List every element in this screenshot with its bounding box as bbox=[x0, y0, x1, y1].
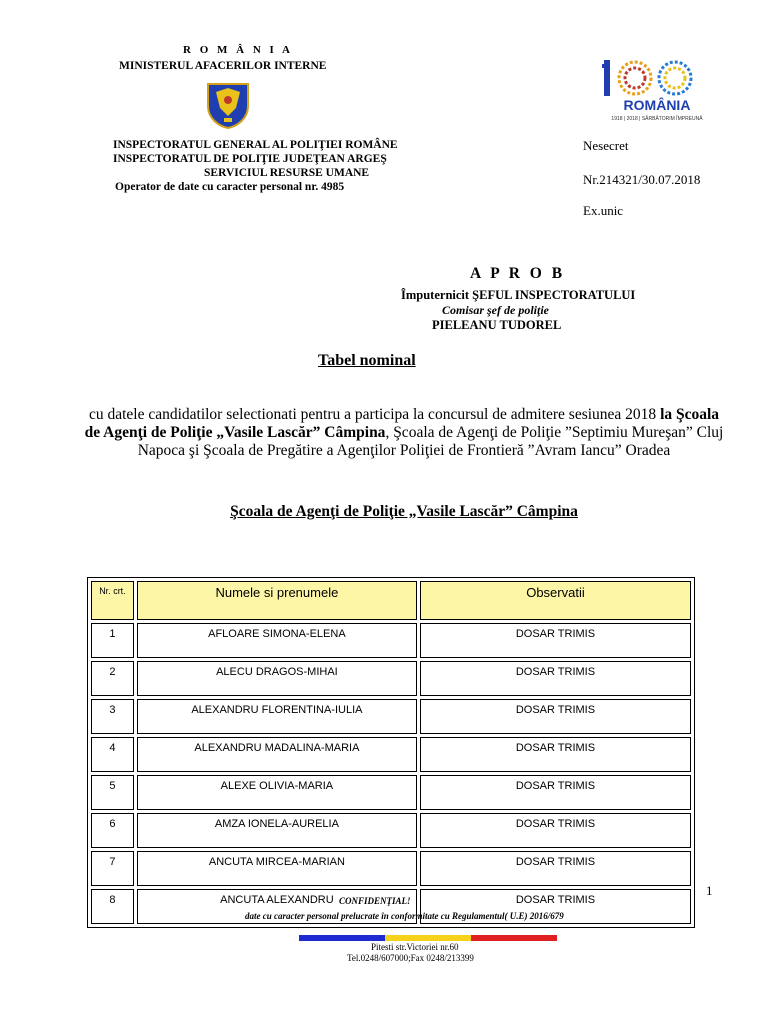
school-heading: Şcoala de Agenţi de Poliţie „Vasile Lascăr” Câmpina bbox=[230, 503, 578, 520]
tricolor-bar bbox=[299, 935, 557, 941]
logo-tagline: 1918 | 2018 | SĂRBĂTORIM ÎMPREUNĂ bbox=[611, 116, 703, 122]
cell-observations: DOSAR TRIMIS bbox=[420, 699, 691, 734]
cell-nr: 6 bbox=[91, 813, 134, 848]
intro-text-rest: , Şcoala de Agenţi de Poliţie ”Septimiu Mureşan” Cluj Napoca şi Şcoala de Pregătire a Agenţilor Poliţiei de Frontieră ”Avram Iancu” Oradea bbox=[137, 424, 724, 459]
page-number: 1 bbox=[706, 883, 713, 898]
footer-address: Pitesti str.Victoriei nr.60 bbox=[371, 942, 459, 952]
cell-observations: DOSAR TRIMIS bbox=[420, 737, 691, 772]
confidential-label: CONFIDENŢIAL! bbox=[339, 896, 411, 906]
table-row bbox=[91, 699, 691, 734]
classification: Nesecret bbox=[583, 138, 629, 153]
cell-nr: 2 bbox=[91, 661, 134, 696]
cell-observations: DOSAR TRIMIS bbox=[420, 813, 691, 848]
flag-blue bbox=[299, 935, 385, 941]
table-row bbox=[91, 775, 691, 810]
header-observations: Observatii bbox=[420, 581, 691, 620]
cell-name: ANCUTA MIRCEA-MARIAN bbox=[137, 851, 417, 886]
institution-line: INSPECTORATUL DE POLIŢIE JUDEŢEAN ARGEŞ bbox=[113, 153, 387, 165]
cell-name: ALEXANDRU MADALINA-MARIA bbox=[137, 737, 417, 772]
institution-line: Operator de date cu caracter personal nr. 4985 bbox=[115, 181, 345, 193]
cell-observations: DOSAR TRIMIS bbox=[420, 623, 691, 658]
registration-number: Nr.214321/30.07.2018 bbox=[583, 172, 701, 187]
cell-nr: 8 bbox=[91, 889, 134, 924]
flag-red bbox=[471, 935, 557, 941]
cell-name: AFLOARE SIMONA-ELENA bbox=[137, 623, 417, 658]
table-header-row bbox=[91, 581, 691, 620]
candidates-table bbox=[87, 577, 695, 928]
intro-text: cu datele candidatilor selectionati pentru a participa la concursul de admitere sesiunea 2018 bbox=[88, 406, 661, 423]
institution-line: SERVICIUL RESURSE UMANE bbox=[204, 167, 370, 179]
cell-name: ALEXANDRU FLORENTINA-IULIA bbox=[137, 699, 417, 734]
cell-nr: 5 bbox=[91, 775, 134, 810]
copy-number: Ex.unic bbox=[583, 203, 624, 218]
cell-observations: DOSAR TRIMIS bbox=[420, 851, 691, 886]
intro-school: la Şcoala de Agenţi de Poliţie „Vasile Lascăr” Câmpina bbox=[84, 406, 720, 441]
table-row bbox=[91, 737, 691, 772]
cell-observations: DOSAR TRIMIS bbox=[420, 775, 691, 810]
cell-name: ALEXE OLIVIA-MARIA bbox=[137, 775, 417, 810]
romania-centenary-logo bbox=[598, 56, 716, 126]
approval-title: A P R O B bbox=[470, 265, 566, 282]
header-nr: Nr. crt. bbox=[91, 581, 134, 620]
gdpr-notice: date cu caracter personal prelucrate în conformitate cu Regulamentul( U.E) 2016/679 bbox=[245, 911, 564, 921]
ministry-name: MINISTERUL AFACERILOR INTERNE bbox=[119, 60, 327, 72]
cell-nr: 4 bbox=[91, 737, 134, 772]
intro-paragraph bbox=[84, 406, 724, 460]
cell-observations: DOSAR TRIMIS bbox=[420, 889, 691, 924]
cell-nr: 3 bbox=[91, 699, 134, 734]
flag-yellow bbox=[385, 935, 471, 941]
cell-observations: DOSAR TRIMIS bbox=[420, 661, 691, 696]
table-row bbox=[91, 813, 691, 848]
document-title: Tabel nominal bbox=[318, 352, 416, 369]
institution-block bbox=[113, 138, 398, 194]
logo-country: ROMÂNIA bbox=[623, 97, 691, 113]
approval-line: Împuternicit ŞEFUL INSPECTORATULUI bbox=[401, 288, 636, 302]
header-name: Numele si prenumele bbox=[137, 581, 417, 620]
table-row bbox=[91, 623, 691, 658]
footer-phone: Tel.0248/607000;Fax 0248/213399 bbox=[347, 953, 474, 963]
country-name: R O M Â N I A bbox=[183, 44, 293, 56]
institution-line: INSPECTORATUL GENERAL AL POLIŢIEI ROMÂNE bbox=[113, 139, 398, 151]
approval-name: PIELEANU TUDOREL bbox=[432, 318, 562, 332]
cell-nr: 7 bbox=[91, 851, 134, 886]
cell-nr: 1 bbox=[91, 623, 134, 658]
cell-name: ANCUTA ALEXANDRU bbox=[137, 889, 417, 924]
approval-rank: Comisar şef de poliţie bbox=[442, 303, 549, 317]
cell-name: AMZA IONELA-AURELIA bbox=[137, 813, 417, 848]
cell-name: ALECU DRAGOS-MIHAI bbox=[137, 661, 417, 696]
table-row bbox=[91, 851, 691, 886]
table-row bbox=[91, 661, 691, 696]
coat-of-arms-icon bbox=[202, 78, 254, 130]
